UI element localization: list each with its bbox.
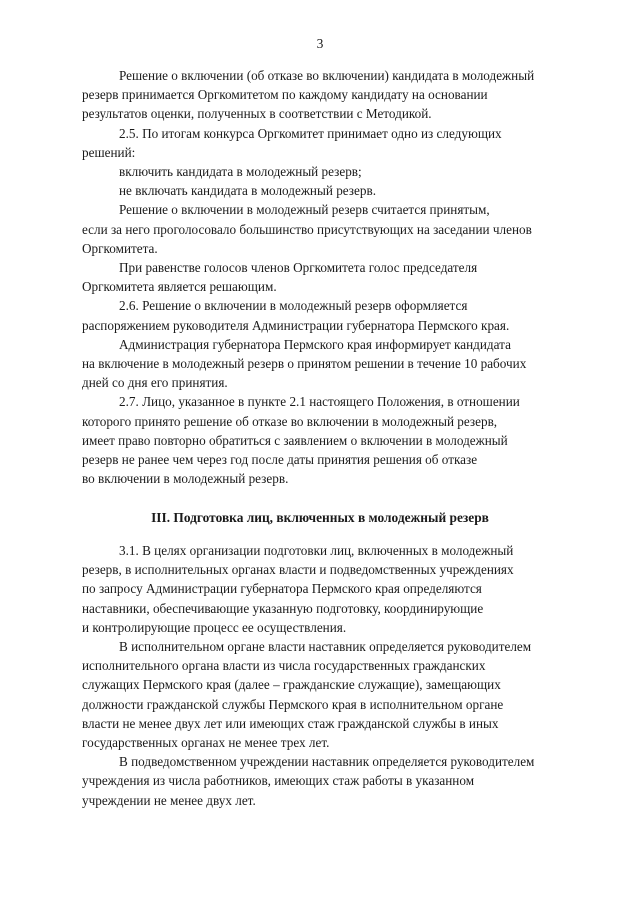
paragraph [82,200,578,258]
paragraph [82,258,578,296]
text-line: имеет право повторно обратиться с заявлением о включении в молодежный [82,432,508,448]
text-line: Администрация губернатора Пермского края информирует кандидата [119,336,511,352]
text-line: В исполнительном органе власти наставник определяется руководителем [119,639,532,655]
body-text-section [82,541,578,810]
text-line: 3.1. В целях организации подготовки лиц, включенных в молодежный [119,543,514,558]
text-line: резерв, в исполнительных органах власти и подведомственных учреждениях [82,562,514,578]
paragraph [82,162,578,181]
text-line: дней со дня его принятия. [82,375,228,391]
text-line: на включение в молодежный резерв о принятом решении в течение 10 рабочих [82,356,527,372]
text-line: учреждения из числа работников, имеющих стаж работы в указанном [82,773,475,789]
paragraph [82,124,578,162]
page-number: 3 [316,36,324,51]
text-line: резерв принимается Оргкомитетом по каждому кандидату на основании [82,87,488,103]
paragraph [82,392,578,488]
paragraph [82,66,578,124]
text-line: власти не менее двух лет или имеющих стаж гражданской службы в иных [82,715,499,731]
paragraph [82,541,578,637]
text-line: результатов оценки, полученных в соответствии с Методикой. [82,106,432,122]
text-line: если за него проголосовало большинство присутствующих на заседании членов [82,221,532,237]
text-line: которого принято решение об отказе во включении в молодежный резерв, [82,413,498,429]
text-line: резерв не ранее чем через год после даты принятия решения об отказе [82,452,478,468]
text-line: во включении в молодежный резерв. [82,471,289,487]
text-line: 2.7. Лицо, указанное в пункте 2.1 настоящего Положения, в отношении [119,394,520,410]
text-line: Решение о включении (об отказе во включении) кандидата в молодежный [119,68,535,83]
paragraph [82,296,578,334]
section-heading: III. Подготовка лиц, включенных в молодежный резерв [151,510,489,525]
paragraph [82,752,578,810]
text-line: Оргкомитета. [82,240,158,256]
text-line: должности гражданской службы Пермского края в исполнительном органе [82,696,504,712]
text-line: по запросу Администрации губернатора Пермского края определяются [82,581,482,597]
text-line: При равенстве голосов членов Оргкомитета голос председателя [119,260,478,276]
text-line: исполнительного органа власти из числа государственных гражданских [82,658,486,674]
text-line: распоряжением руководителя Администрации губернатора Пермского края. [82,317,510,333]
text-line: государственных органах не менее трех лет. [82,735,330,751]
text-line: Решение о включении в молодежный резерв считается принятым, [119,202,490,218]
text-line: 2.5. По итогам конкурса Оргкомитет принимает одно из следующих [119,125,502,141]
text-line: В подведомственном учреждении наставник определяется руководителем [119,754,535,770]
text-line: наставники, обеспечивающие указанную подготовку, координирующие [82,600,484,616]
text-line: 2.6. Решение о включении в молодежный резерв оформляется [119,298,468,314]
text-line: служащих Пермского края (далее – гражданские служащие), замещающих [82,677,501,693]
text-line: не включать кандидата в молодежный резерв. [119,183,376,199]
text-line: Оргкомитета является решающим. [82,279,277,295]
text-line: учреждении не менее двух лет. [82,792,256,808]
text-line: включить кандидата в молодежный резерв; [119,164,362,180]
paragraph [82,335,578,393]
paragraph [82,637,578,752]
body-text-top [82,66,578,488]
text-line: и контролирующие процесс ее осуществления. [82,619,347,635]
text-line: решений: [82,144,136,160]
paragraph [82,181,578,200]
